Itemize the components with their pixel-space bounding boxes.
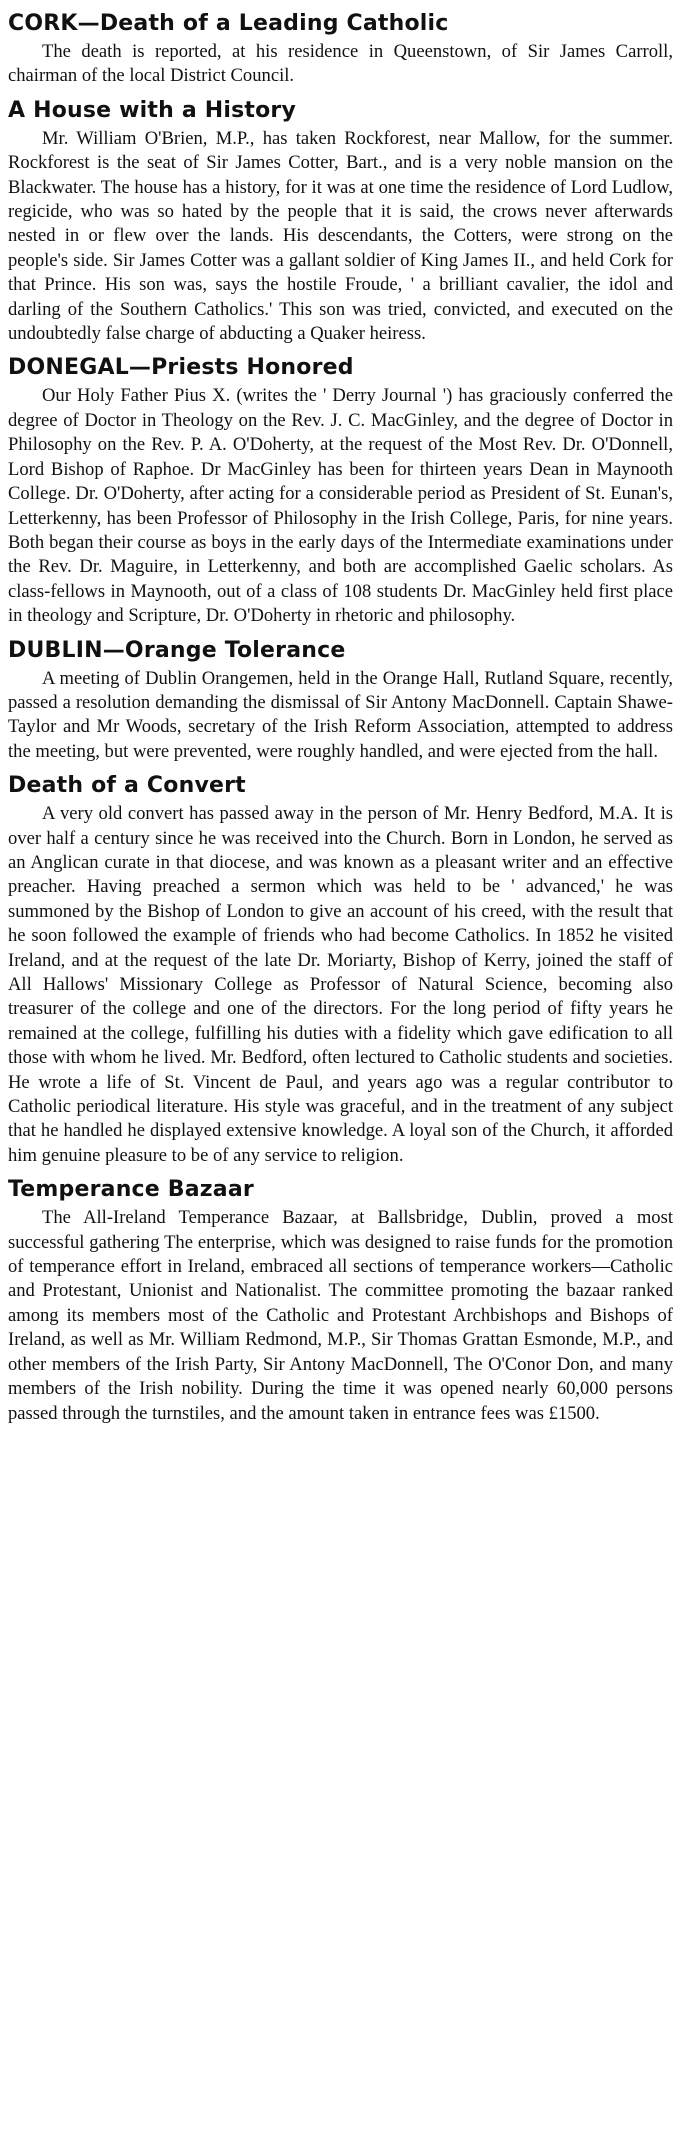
article-temperance (8, 1176, 673, 1426)
article-headline: DUBLIN—Orange Tolerance (8, 637, 346, 663)
article-cork (8, 10, 673, 89)
article-headline: CORK—Death of a Leading Catholic (8, 11, 449, 36)
article-house-history (8, 97, 673, 347)
article-body: A meeting of Dublin Orangemen, held in the Orange Hall, Rutland Square, recently, passed a resolution demanding the dismissal of Sir Antony MacDonnell. Captain Shawe-Taylor and Mr Woods, secretary of the Irish Reform Association, attempted to address the meeting, but were prevented, were roughly handled, and were ejected from the hall. (8, 667, 673, 762)
article-headline: Death of a Convert (8, 773, 246, 799)
article-body: Our Holy Father Pius X. (writes the ' Derry Journal ') has graciously conferred the degree of Doctor in Theology on the Rev. J. C. MacGinley, and the degree of Doctor in Philosophy on the Rev. P. A. O'Doherty, at the request of the Most Rev. Dr. O'Donnell, Lord Bishop of Raphoe. Dr MacGinley has been for thirteen years Dean in Maynooth College. Dr. O'Doherty, after acting for a considerable period as President of St. Eunan's, Letterkenny, has been Professor of Philosophy in the Irish College, Paris, for nine years. Both began their course as boys in the early days of the Intermediate examinations under the Rev. Dr. Maguire, in Letterkenny, and both are accomplished Gaelic scholars. As class-fellows in Maynooth, out of a class of 108 students Dr. MacGinley held first place in theology and Scripture, Dr. O'Doherty in rhetoric and philosophy. (8, 385, 673, 627)
article-body: Mr. William O'Brien, M.P., has taken Rockforest, near Mallow, for the summer. Rockforest is the seat of Sir James Cotter, Bart., and is a very noble mansion on the Blackwater. The house has a history, for it was at one time the residence of Lord Ludlow, regicide, who was so hated by the people that it is said, the crows never afterwards nested in or flew over the lands. His descendants, the Cotters, were strong on the people's side. Sir James Cotter was a gallant soldier of King James II., and held Cork for that Prince. His son was, says the hostile Froude, ' a brilliant cavalier, the idol and darling of the Southern Catholics.' This son was tried, convicted, and executed on the undoubtedly false charge of abducting a Quaker heiress. (8, 127, 673, 345)
article-body: The All-Ireland Temperance Bazaar, at Ballsbridge, Dublin, proved a most successful gathering The enterprise, which was designed to raise funds for the promotion of temperance effort in Ireland, embraced all sections of temperance workers—Catholic and Protestant, Unionist and Nationalist. The committee promoting the bazaar ranked among its members most of the Catholic and Protestant Archbishops and Bishops of Ireland, as well as Mr. William Redmond, M.P., Sir Thomas Grattan Esmonde, M.P., and other members of the Irish Party, Sir Antony MacDonnell, The O'Conor Don, and many members of the Irish nobility. During the time it was opened nearly 60,000 persons passed through the turnstiles, and the amount taken in entrance fees was £1500. (8, 1207, 673, 1424)
article-dublin (8, 637, 673, 765)
article-donegal (8, 354, 673, 628)
article-headline: DONEGAL—Priests Honored (8, 355, 354, 381)
article-body: A very old convert has passed away in the person of Mr. Henry Bedford, M.A. It is over half a century since he was received into the Church. Born in London, he served as an Anglican curate in that diocese, and was known as a pleasant writer and an effective preacher. Having preached a sermon which was held to be ' advanced,' he was summoned by the Bishop of London to give an account of his creed, with the result that he soon followed the example of friends who had become Catholics. In 1852 he visited Ireland, and at the request of the late Dr. Moriarty, Bishop of Kerry, joined the staff of All Hallows' Missionary College as Professor of Natural Science, becoming also treasurer of the college and one of the directors. For the long period of fifty years he remained at the college, fulfilling his duties with a fidelity which gave edification to all those with whom he lived. Mr. Bedford, often lectured to Catholic students and societies. He wrote a life of St. Vincent de Paul, and years ago was a regular contributor to Catholic periodical literature. His style was graceful, and in the treatment of any subject that he handled he displayed extensive knowledge. A loyal son of the Church, it afforded him genuine pleasure to be of any service to religion. (8, 803, 673, 1166)
article-headline: A House with a History (8, 97, 297, 123)
article-convert (8, 772, 673, 1168)
article-body: The death is reported, at his residence in Queenstown, of Sir James Carroll, chairman of the local District Council. (8, 41, 673, 87)
article-headline: Temperance Bazaar (8, 1177, 254, 1203)
